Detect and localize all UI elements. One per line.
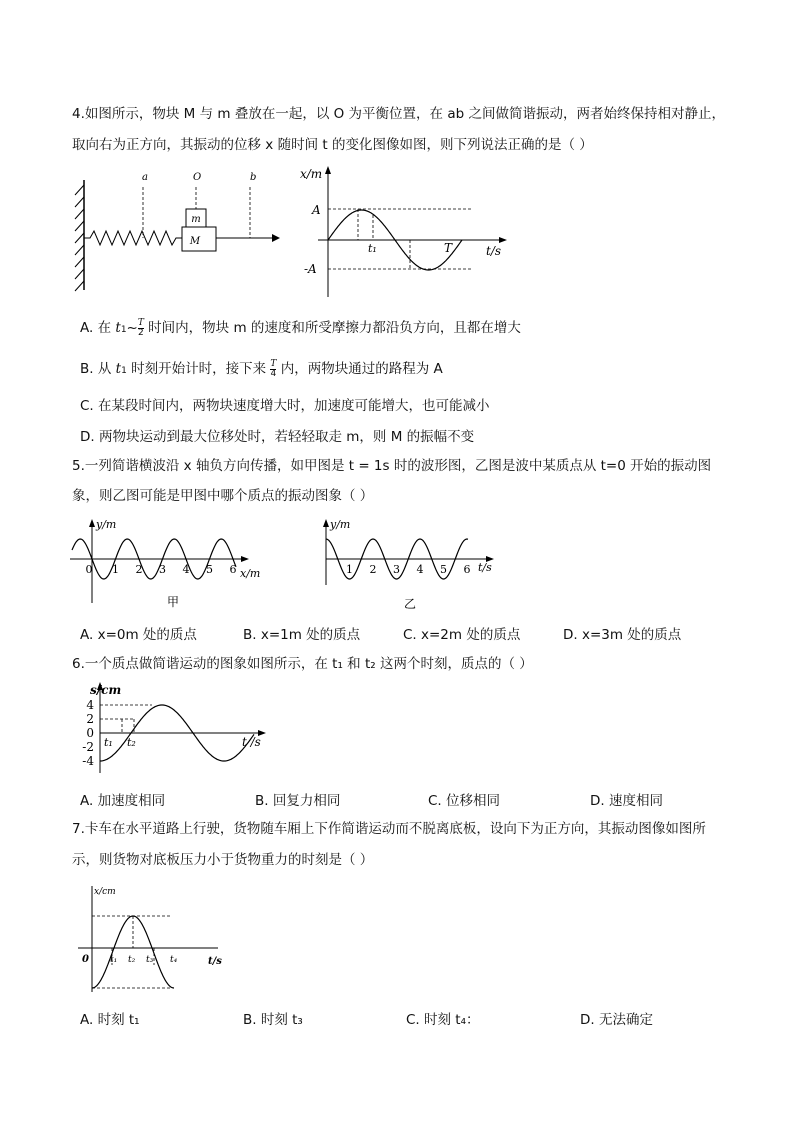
q6-displacement-graph [72, 678, 272, 776]
q5-stem-line2: 象，则乙图可能是甲图中哪个质点的振动图象（ ） [72, 488, 374, 504]
q5-yi-tick-3: 3 [393, 563, 400, 576]
q6-ytick-2: 2 [86, 712, 94, 726]
q6-option-c[interactable]: C. 位移相同 [428, 793, 501, 809]
q5-option-c[interactable]: C. x=2m 处的质点 [403, 627, 521, 643]
q5-yi-x-label: t/s [478, 561, 492, 574]
q7-y-label: x/cm [94, 887, 116, 897]
q7-stem-line1: 7.卡车在水平道路上行驶，货物随车厢上下作简谐运动而不脱离底板，设向下为正方向，其振动图像如图所 [72, 821, 706, 837]
q5-yi-tick-2: 2 [369, 563, 377, 576]
q7-x-label: t/s [208, 956, 222, 967]
q6-option-a[interactable]: A. 加速度相同 [80, 793, 166, 809]
q5-jia-caption: 甲 [166, 595, 180, 609]
q7-stem-line2: 示，则货物对底板压力小于货物重力的时刻是（ ） [72, 852, 374, 868]
q6-ytick--2: -2 [82, 740, 94, 754]
q6-y-label: s/cm [90, 683, 122, 697]
point-b-label: b [250, 172, 257, 183]
q7-option-a[interactable]: A. 时刻 t₁ [80, 1012, 140, 1028]
q4-option-c[interactable]: C. 在某段时间内，两物块速度增大时，加速度可能增大，也可能减小 [80, 398, 490, 414]
q6-stem: 6.一个质点做简谐运动的图象如图所示，在 t₁ 和 t₂ 这两个时刻，质点的（ ） [72, 656, 533, 672]
q6-t1-label: t₁ [104, 736, 113, 749]
q4-stem-line2: 取向右为正方向，其振动的位移 x 随时间 t 的变化图像如图，则下列说法正确的是（ ） [72, 137, 593, 153]
q5-option-b[interactable]: B. x=1m 处的质点 [243, 627, 361, 643]
q7-t3-label: t₃ [146, 955, 154, 965]
q7-option-c[interactable]: C. 时刻 t₄： [406, 1012, 480, 1028]
q6-ytick--4: -4 [82, 754, 94, 768]
q6-t2-label: t₂ [127, 736, 136, 749]
q4-displacement-graph [298, 162, 513, 302]
q5-jia-tick-4: 4 [182, 563, 190, 576]
q4-spring-block-figure [72, 165, 287, 300]
q4-option-a[interactable]: A. 在 $t1\sim\frac{T}{2}$ 时间内，物块 m 的速度和所受摩擦力都沿负方向，且都在增大 [80, 317, 521, 338]
block-M-label: M [189, 236, 201, 247]
block-m-label: m [191, 214, 201, 225]
q5-option-a[interactable]: A. x=0m 处的质点 [80, 627, 197, 643]
q7-origin-label: 0 [82, 954, 89, 965]
q5-jia-tick-2: 2 [135, 563, 143, 576]
q5-jia-tick-3: 3 [159, 563, 166, 576]
q5-jia-tick-5: 5 [206, 563, 213, 576]
q4-option-b[interactable]: B. 从 t1 时刻开始计时，接下来 $\frac{T}{4}$ 内，两物块通过的路程为 A [80, 358, 443, 379]
q5-jia-y-label: y/m [96, 518, 117, 531]
q6-option-d[interactable]: D. 速度相同 [590, 793, 663, 809]
q6-option-b[interactable]: B. 回复力相同 [255, 793, 341, 809]
q5-yi-y-label: y/m [330, 518, 351, 531]
q5-jia-x-label: x/m [240, 567, 261, 580]
q5-yi-tick-1: 1 [346, 563, 353, 576]
q4-amplitude-label: A [312, 203, 321, 217]
q6-x-label: t /s [242, 735, 261, 749]
q7-option-b[interactable]: B. 时刻 t₃ [243, 1012, 303, 1028]
q7-t2-label: t₂ [128, 955, 136, 965]
q5-jia-tick-1: 1 [112, 563, 119, 576]
q5-jia-tick-0: 0 [85, 563, 93, 576]
q7-vibration-graph [76, 880, 236, 1000]
q5-yi-tick-5: 5 [440, 563, 447, 576]
q4-neg-amplitude-label: -A [304, 262, 317, 276]
q5-jia-tick-6: 6 [229, 563, 237, 576]
q4-x-axis-label: t/s [486, 244, 502, 258]
q7-t4-label: t₄ [170, 955, 178, 965]
q5-option-d[interactable]: D. x=3m 处的质点 [563, 627, 682, 643]
q5-yi-tick-4: 4 [416, 563, 424, 576]
q4-period-label: T [444, 241, 453, 255]
q6-ytick-4: 4 [86, 698, 94, 712]
q5-yi-tick-6: 6 [463, 563, 471, 576]
q5-yi-caption: 乙 [403, 597, 417, 611]
q7-t1-label: t₁ [110, 955, 118, 965]
q6-ytick-0: 0 [86, 726, 94, 740]
point-O-label: O [193, 172, 202, 183]
q4-t1-label: t₁ [368, 242, 377, 255]
q4-stem-line1: 4.如图所示，物块 M 与 m 叠放在一起，以 O 为平衡位置，在 ab 之间做简谐振动，两者始终保持相对静止， [72, 106, 725, 122]
q4-y-axis-label: x/m [300, 167, 323, 181]
q5-yi-vibration-graph [318, 515, 508, 615]
q5-jia-wave-graph [70, 515, 270, 615]
q5-stem-line1: 5.一列简谐横波沿 x 轴负方向传播，如甲图是 t = 1s 时的波形图，乙图是波中某质点从 t=0 开始的振动图 [72, 458, 712, 474]
point-a-label: a [142, 172, 148, 183]
q7-option-d[interactable]: D. 无法确定 [580, 1012, 653, 1028]
q4-option-d[interactable]: D. 两物块运动到最大位移处时，若轻轻取走 m，则 M 的振幅不变 [80, 429, 475, 445]
